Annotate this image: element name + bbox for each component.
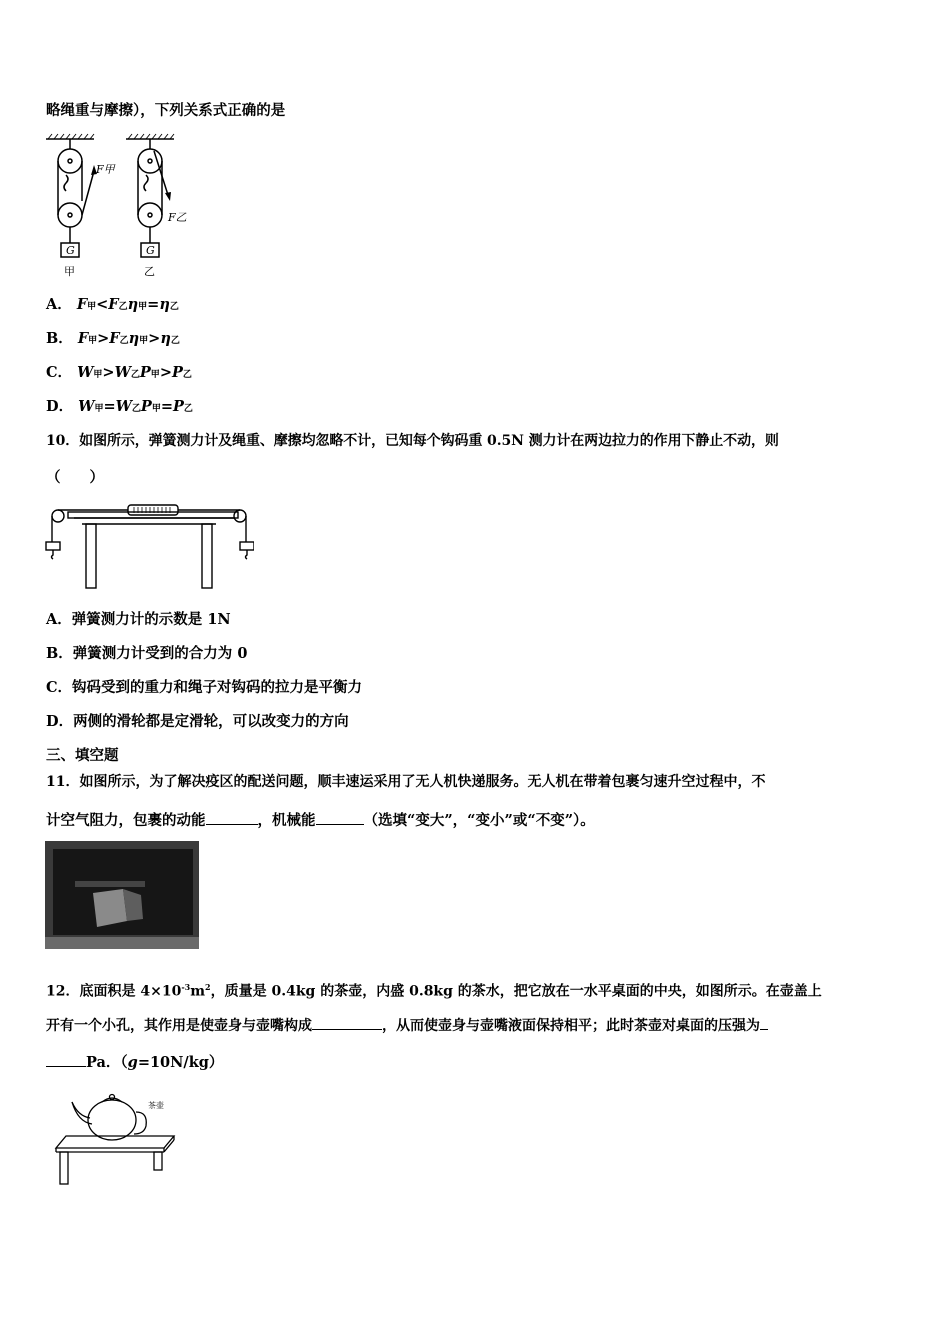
q12-text-g: =10N/kg） — [137, 1054, 224, 1071]
q12-text-f: Pa．（ — [86, 1054, 128, 1071]
answer-blank-pressure-start[interactable] — [760, 1015, 768, 1030]
question-9-stem: 略绳重与摩擦），下列关系式正确的是 — [46, 102, 286, 119]
section-title: 三、填空题 — [46, 747, 119, 764]
spring-scale-figure — [44, 500, 254, 592]
question-12-line3 — [46, 1052, 223, 1073]
question-12-line1 — [46, 977, 822, 1002]
q12-g: g — [127, 1054, 138, 1071]
q12-text-d: 开有一个小孔，其作用是使壶身与壶嘴构成 — [46, 1018, 312, 1034]
question-10-stem: 10．如图所示，弹簧测力计及绳重、摩擦均忽略不计，已知每个钩码重 0.5N 测力计在两边拉力的作用下静止不动，则 — [46, 433, 779, 449]
option-letter: A． — [46, 611, 72, 628]
teapot-label: 茶壶 — [148, 1101, 164, 1110]
q9-option-b[interactable]: B． F甲>F乙η甲>η乙 — [46, 330, 180, 347]
option-text: 钩码受到的重力和绳子对钩码的拉力是平衡力 — [72, 679, 363, 696]
option-text: 弹簧测力计的示数是 1N — [71, 611, 231, 628]
q10-option-b[interactable] — [46, 644, 247, 664]
q10-option-c[interactable] — [46, 678, 362, 698]
q9-option-d[interactable]: D． W甲=W乙P甲=P乙 — [46, 398, 193, 415]
exponent: -3 — [181, 982, 191, 992]
svg-text:G: G — [146, 244, 155, 257]
answer-blank-mechanical[interactable] — [316, 810, 364, 825]
q11-text-a: 计空气阻力，包裹的动能 — [46, 812, 206, 829]
q12-text-a: 12．底面积是 4×10 — [46, 983, 182, 1000]
option-letter: B． — [46, 645, 73, 662]
q12-text-b: m — [190, 983, 206, 1000]
q12-text-e: ，从而使壶身与壶嘴液面保持相平；此时茶壶对桌面的压强为 — [382, 1018, 760, 1034]
answer-blank-kinetic[interactable] — [206, 810, 258, 825]
label-jia: 甲 — [64, 265, 75, 278]
q11-text-b: ，机械能 — [257, 812, 316, 829]
teapot-figure — [50, 1090, 180, 1186]
label-yi: 乙 — [144, 265, 155, 278]
force-right-label: F乙 — [168, 211, 187, 224]
option-letter: D． — [46, 713, 74, 730]
drone-photo — [45, 841, 199, 949]
q10-option-a[interactable] — [46, 610, 231, 630]
question-11-line1: 11．如图所示，为了解决疫区的配送问题，顺丰速运采用了无人机快递服务。无人机在带着包裹匀速升空过程中，不 — [46, 774, 766, 790]
q12-text-c: ，质量是 0.4kg 的茶壶，内盛 0.8kg 的茶水，把它放在一水平桌面的中央，如图所示。在壶盖上 — [210, 983, 822, 1000]
option-letter: C． — [46, 679, 73, 696]
answer-blank-connector[interactable] — [312, 1015, 382, 1030]
q11-text-c: （选填“变大”，“变小”或“不变”）。 — [363, 812, 595, 829]
question-10-paren: （ ） — [46, 469, 104, 486]
exponent: 2 — [205, 982, 211, 992]
svg-text:G: G — [66, 244, 75, 257]
pulley-figure — [44, 133, 194, 281]
option-letter: C． — [46, 364, 73, 381]
q9-option-c[interactable]: C． W甲>W乙P甲>P乙 — [46, 364, 192, 381]
answer-blank-pressure[interactable] — [46, 1052, 86, 1067]
option-text: 两侧的滑轮都是定滑轮，可以改变力的方向 — [73, 713, 349, 730]
question-12-line2 — [46, 1015, 768, 1036]
option-letter: B． — [46, 330, 73, 347]
option-letter: D． — [46, 398, 74, 415]
q10-option-d[interactable] — [46, 712, 349, 732]
force-left-label: F甲 — [96, 163, 115, 176]
option-text: 弹簧测力计受到的合力为 0 — [72, 645, 248, 662]
option-letter: A． — [46, 296, 72, 313]
question-11-line2 — [46, 810, 595, 831]
q9-option-a[interactable]: A． F甲<F乙η甲=η乙 — [46, 296, 179, 313]
